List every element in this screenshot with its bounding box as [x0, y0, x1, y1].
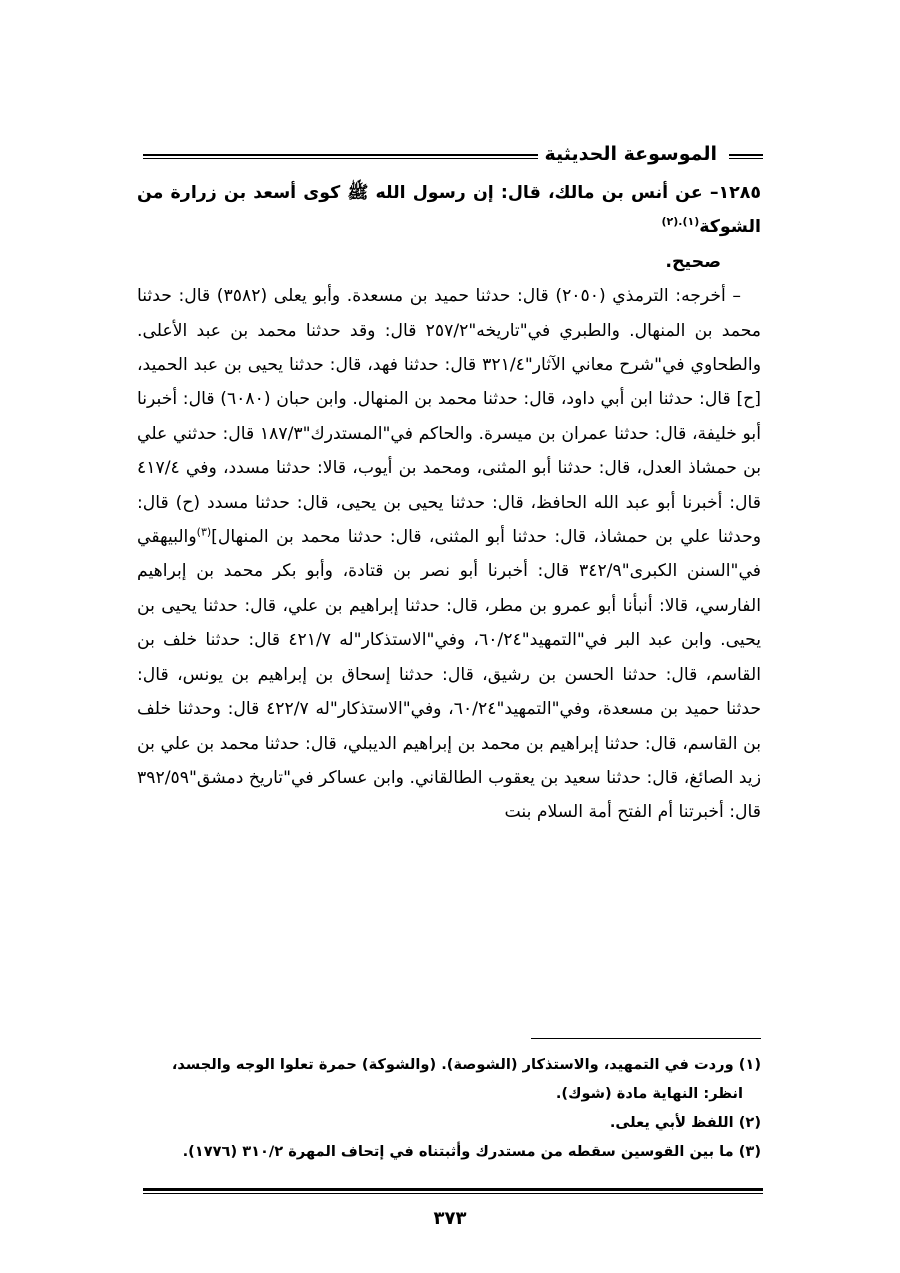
footnote-1-continuation: انظر: النهاية مادة (شوك).: [555, 1085, 743, 1102]
footnotes: [137, 1050, 761, 1166]
hadith-grade: صحيح.: [665, 251, 721, 272]
footnote-3: (٣) ما بين القوسين سقطه من مستدرك وأثبتناه في إتحاف المهرة ٣١٠/٢ (١٧٧٦).: [182, 1143, 761, 1160]
main-text: [137, 176, 761, 830]
footnote-separator: [531, 1038, 761, 1039]
hadith-footnote-refs: (١).(٢): [661, 215, 700, 229]
hadith-body: ١٢٨٥– عن أنس بن مالك، قال: إن رسول الله ﷺ كوى أسعد بن زرارة من الشوكة: [137, 183, 761, 238]
header-title: الموسوعة الحديثية: [539, 140, 724, 168]
takhrij-footnote-ref: (٣): [196, 525, 212, 539]
footnote-1: (١) وردت في التمهيد، والاستذكار (الشوصة). (والشوكة) حمرة تعلوا الوجه والجسد،: [171, 1056, 761, 1073]
page-number: ٣٧٣: [433, 1208, 467, 1229]
header-rule-right: [729, 154, 763, 159]
takhrij-part-1: – أخرجه: الترمذي (٢٠٥٠) قال: حدثنا حميد بن مسعدة. وأبو يعلى (٣٥٨٢) قال: حدثنا محمد بن المنهال. والطبري في"تاريخه"٢٥٧/٢ قال: وقد حدثنا محمد بن عبد الأعلى. والطحاوي في"شرح معاني الآثار"٣٢١/٤ قال: حدثنا فهد، قال: حدثنا يحيى بن عبد الحميد، [ح] قال: حدثنا ابن أبي داود، قال: حدثنا محمد بن المنهال. وابن حبان (٦٠٨٠) قال: أخبرنا أبو خليفة، قال: حدثنا عمران بن ميسرة. والحاكم في"المستدرك"١٨٧/٣ قال: حدثني علي بن حمشاذ العدل، قال: حدثنا أبو المثنى، ومحمد بن أيوب، قالا: حدثنا مسدد، وفي ٤١٧/٤ قال: أخبرنا أبو عبد الله الحافظ، قال: حدثنا يحيى بن يحيى، قال: حدثنا مسدد (ح) قال: وحدثنا علي بن حمشاذ، قال: حدثنا أبو المثنى، قال: حدثنا محمد بن المنهال]: [137, 286, 761, 548]
footer-rule: [143, 1188, 763, 1194]
header-rule-left: [143, 154, 538, 159]
footnote-2: (٢) اللفظ لأبي يعلى.: [609, 1114, 761, 1131]
running-header: [143, 140, 763, 170]
takhrij-part-2: والبيهقي في"السنن الكبرى"٣٤٢/٩ قال: أخبرنا أبو نصر بن قتادة، وأبو بكر محمد بن إبراهيم الفارسي، قالا: أنبأنا أبو عمرو بن مطر، قال: حدثنا إبراهيم بن علي، قال: حدثنا يحيى بن يحيى. وابن عبد البر في"التمهيد"٦٠/٢٤، وفي"الاستذكار"له ٤٢١/٧ قال: حدثنا خلف بن القاسم، قال: حدثنا الحسن بن رشيق، قال: حدثنا إسحاق بن إبراهيم بن يونس، قال: حدثنا حميد بن مسعدة، وفي"التمهيد"٦٠/٢٤، وفي"الاستذكار"له ٤٢٢/٧ قال: وحدثنا خلف بن القاسم، قال: حدثنا إبراهيم بن محمد بن إبراهيم الديبلي، قال: حدثنا محمد بن علي بن زيد الصائغ، قال: حدثنا سعيد بن يعقوب الطالقاني. وابن عساكر في"تاريخ دمشق"٣٩٢/٥٩ قال: أخبرتنا أم الفتح أمة السلام بنت: [137, 527, 761, 823]
hadith-text: [137, 176, 761, 245]
takhrij-paragraph: [137, 279, 761, 830]
